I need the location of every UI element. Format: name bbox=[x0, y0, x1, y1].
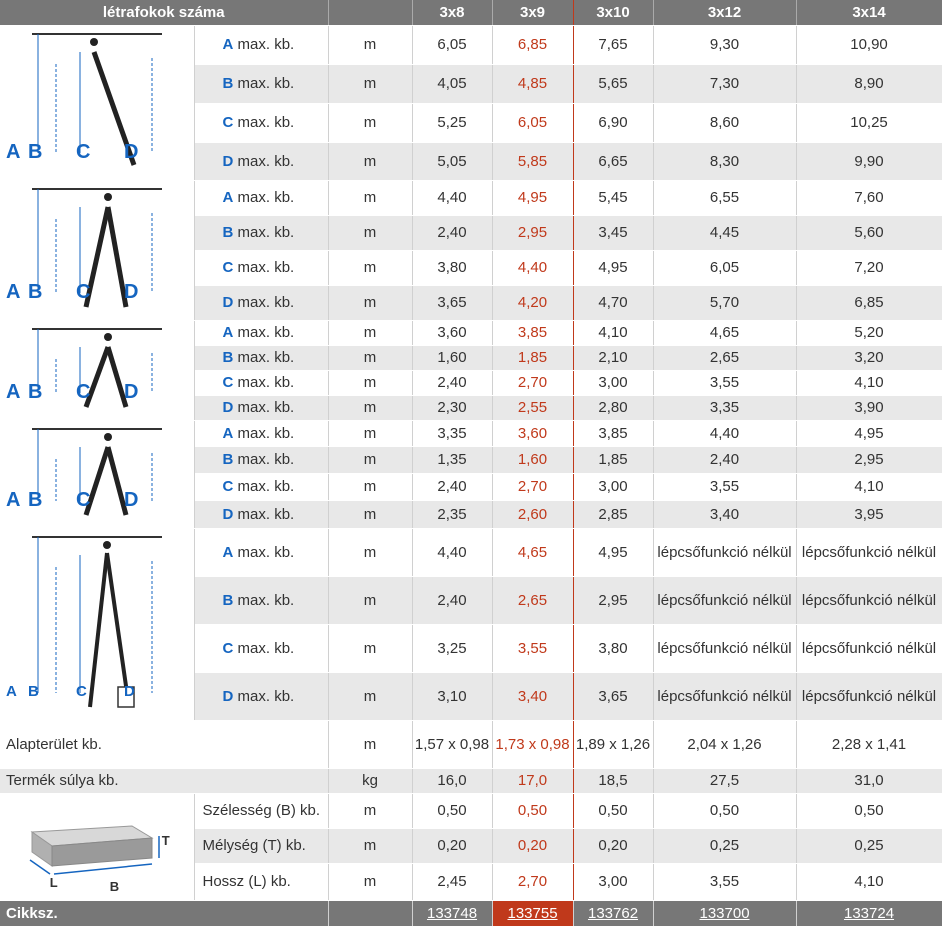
value-cell: 2,85 bbox=[573, 501, 653, 529]
footer-unit bbox=[328, 901, 412, 927]
dimension-letter: A bbox=[222, 543, 234, 561]
dimension-letter: C bbox=[222, 374, 234, 391]
diagram-letter: A bbox=[6, 682, 18, 700]
value-cell: 2,70 bbox=[492, 371, 573, 396]
dimension-label bbox=[194, 447, 328, 474]
value-cell: 2,40 bbox=[653, 447, 796, 474]
value-cell: 2,55 bbox=[492, 396, 573, 421]
value-cell: 3,00 bbox=[573, 864, 653, 901]
value-cell: 4,70 bbox=[573, 286, 653, 321]
value-cell: 0,20 bbox=[492, 829, 573, 864]
max-label: max. kb. bbox=[237, 294, 295, 311]
value-cell: 2,04 x 1,26 bbox=[653, 721, 796, 769]
unit-cell: m bbox=[328, 181, 412, 216]
value-cell: 0,50 bbox=[573, 794, 653, 829]
spec-row bbox=[0, 529, 942, 577]
value-cell: lépcsőfunkció nélkül bbox=[653, 673, 796, 721]
weight-label: Termék súlya kb. bbox=[0, 769, 328, 794]
value-cell: 7,30 bbox=[653, 65, 796, 104]
max-label: max. kb. bbox=[237, 152, 295, 170]
unit-cell: m bbox=[328, 216, 412, 251]
value-cell: 6,90 bbox=[573, 104, 653, 143]
dimension-letter: C bbox=[222, 259, 234, 276]
value-cell: 5,85 bbox=[492, 143, 573, 181]
unit-cell: m bbox=[328, 447, 412, 474]
unit-cell: m bbox=[328, 794, 412, 829]
value-cell: 31,0 bbox=[796, 769, 942, 794]
max-label: max. kb. bbox=[237, 349, 295, 366]
dimension-label: Hossz (L) kb. bbox=[194, 864, 328, 901]
dimension-letter: B bbox=[222, 349, 234, 366]
article-code-link[interactable]: 133762 bbox=[573, 901, 653, 927]
value-cell: 3,95 bbox=[796, 501, 942, 529]
max-label: max. kb. bbox=[237, 189, 295, 206]
dimension-letter: D bbox=[222, 399, 234, 416]
area-label: Alapterület kb. bbox=[0, 721, 328, 769]
value-cell: 5,70 bbox=[653, 286, 796, 321]
value-cell: 5,65 bbox=[573, 65, 653, 104]
value-cell: 27,5 bbox=[653, 769, 796, 794]
value-cell: 4,10 bbox=[573, 321, 653, 346]
dimension-label bbox=[194, 396, 328, 421]
diagram-letter: A bbox=[6, 380, 22, 403]
value-cell: 2,65 bbox=[653, 346, 796, 371]
dimension-label bbox=[194, 143, 328, 181]
value-cell: 3,35 bbox=[653, 396, 796, 421]
max-label: max. kb. bbox=[237, 687, 295, 705]
box-letter-t: T bbox=[161, 833, 170, 848]
max-label: max. kb. bbox=[237, 591, 295, 609]
value-cell: 2,95 bbox=[492, 216, 573, 251]
value-cell: lépcsőfunkció nélkül bbox=[796, 625, 942, 673]
header-row bbox=[0, 0, 942, 26]
value-cell: 2,70 bbox=[492, 864, 573, 901]
spec-row bbox=[0, 421, 942, 447]
value-cell: lépcsőfunkció nélkül bbox=[653, 529, 796, 577]
max-label: max. kb. bbox=[237, 451, 295, 468]
unit-cell: m bbox=[328, 321, 412, 346]
diagram-letter: D bbox=[124, 140, 140, 163]
article-code-link[interactable]: 133755 bbox=[492, 901, 573, 927]
value-cell: 3,55 bbox=[492, 625, 573, 673]
header-col: 3x14 bbox=[796, 0, 942, 26]
header-col: 3x12 bbox=[653, 0, 796, 26]
value-cell: 5,25 bbox=[412, 104, 492, 143]
value-cell: 17,0 bbox=[492, 769, 573, 794]
box-letter-l: L bbox=[49, 875, 58, 890]
ladder-diagram-icon bbox=[0, 321, 194, 421]
package-box-icon bbox=[0, 794, 194, 901]
value-cell: 4,10 bbox=[796, 371, 942, 396]
value-cell: 2,95 bbox=[573, 577, 653, 625]
max-label: max. kb. bbox=[237, 639, 295, 657]
value-cell: 7,60 bbox=[796, 181, 942, 216]
max-label: max. kb. bbox=[237, 374, 295, 391]
max-label: max. kb. bbox=[237, 36, 295, 53]
value-cell: 1,89 x 1,26 bbox=[573, 721, 653, 769]
spec-row bbox=[0, 26, 942, 65]
diagram-letter: A bbox=[6, 280, 22, 303]
diagram-letter: B bbox=[28, 280, 44, 303]
value-cell: 8,30 bbox=[653, 143, 796, 181]
dimension-label bbox=[194, 346, 328, 371]
diagram-letter: C bbox=[76, 140, 92, 163]
article-code-link[interactable]: 133748 bbox=[412, 901, 492, 927]
value-cell: 3,40 bbox=[492, 673, 573, 721]
diagram-letter: D bbox=[124, 488, 140, 511]
value-cell: 1,85 bbox=[492, 346, 573, 371]
value-cell: 4,85 bbox=[492, 65, 573, 104]
dimension-letter: A bbox=[222, 36, 234, 53]
value-cell: 3,00 bbox=[573, 474, 653, 501]
value-cell: 4,40 bbox=[653, 421, 796, 447]
value-cell: 4,95 bbox=[492, 181, 573, 216]
value-cell: 2,95 bbox=[796, 447, 942, 474]
dimension-label bbox=[194, 216, 328, 251]
value-cell: 4,10 bbox=[796, 864, 942, 901]
value-cell: 2,40 bbox=[412, 371, 492, 396]
value-cell: 0,50 bbox=[653, 794, 796, 829]
ladder-diagram-icon bbox=[0, 26, 194, 181]
dimension-label bbox=[194, 673, 328, 721]
weight-row bbox=[0, 769, 942, 794]
header-col: 3x10 bbox=[573, 0, 653, 26]
value-cell: 4,20 bbox=[492, 286, 573, 321]
dimension-label bbox=[194, 501, 328, 529]
unit-cell: m bbox=[328, 829, 412, 864]
value-cell: 6,65 bbox=[573, 143, 653, 181]
value-cell: 4,95 bbox=[573, 529, 653, 577]
dimension-letter: C bbox=[222, 478, 234, 495]
value-cell: 16,0 bbox=[412, 769, 492, 794]
dimension-letter: A bbox=[222, 424, 234, 442]
dimension-letter: B bbox=[222, 224, 234, 241]
value-cell: 4,40 bbox=[412, 529, 492, 577]
value-cell: 2,28 x 1,41 bbox=[796, 721, 942, 769]
value-cell: 2,70 bbox=[492, 474, 573, 501]
unit-cell: m bbox=[328, 673, 412, 721]
unit-cell: m bbox=[328, 104, 412, 143]
article-number-label: Cikksz. bbox=[0, 901, 328, 927]
dimension-label: Mélység (T) kb. bbox=[194, 829, 328, 864]
value-cell: 5,20 bbox=[796, 321, 942, 346]
max-label: max. kb. bbox=[237, 224, 295, 241]
box-letter-b: B bbox=[109, 879, 120, 894]
value-cell: 5,45 bbox=[573, 181, 653, 216]
unit-cell: m bbox=[328, 501, 412, 529]
unit-cell: m bbox=[328, 577, 412, 625]
value-cell: 3,35 bbox=[412, 421, 492, 447]
value-cell: 3,65 bbox=[412, 286, 492, 321]
value-cell: lépcsőfunkció nélkül bbox=[796, 673, 942, 721]
value-cell: 7,20 bbox=[796, 251, 942, 286]
value-cell: 8,90 bbox=[796, 65, 942, 104]
value-cell: 3,55 bbox=[653, 371, 796, 396]
unit-cell: m bbox=[328, 721, 412, 769]
diagram-letter: B bbox=[28, 682, 40, 700]
value-cell: 2,40 bbox=[412, 216, 492, 251]
header-col: 3x9 bbox=[492, 0, 573, 26]
unit-cell: kg bbox=[328, 769, 412, 794]
unit-cell: m bbox=[328, 421, 412, 447]
value-cell: 0,20 bbox=[573, 829, 653, 864]
value-cell: 2,35 bbox=[412, 501, 492, 529]
dimension-label bbox=[194, 181, 328, 216]
value-cell: 2,10 bbox=[573, 346, 653, 371]
value-cell: 1,35 bbox=[412, 447, 492, 474]
value-cell: 3,55 bbox=[653, 474, 796, 501]
value-cell: 6,85 bbox=[492, 26, 573, 65]
value-cell: 1,60 bbox=[492, 447, 573, 474]
value-cell: 3,85 bbox=[573, 421, 653, 447]
header-title: létrafokok száma bbox=[0, 0, 328, 26]
dimension-label bbox=[194, 371, 328, 396]
unit-cell: m bbox=[328, 371, 412, 396]
value-cell: 3,80 bbox=[573, 625, 653, 673]
value-cell: 0,25 bbox=[653, 829, 796, 864]
value-cell: 1,57 x 0,98 bbox=[412, 721, 492, 769]
value-cell: 3,00 bbox=[573, 371, 653, 396]
max-label: max. kb. bbox=[237, 399, 295, 416]
value-cell: 6,05 bbox=[653, 251, 796, 286]
value-cell: 18,5 bbox=[573, 769, 653, 794]
value-cell: 3,20 bbox=[796, 346, 942, 371]
value-cell: 3,90 bbox=[796, 396, 942, 421]
dimension-letter: A bbox=[222, 189, 234, 206]
diagram-letter: B bbox=[28, 380, 44, 403]
value-cell: 4,45 bbox=[653, 216, 796, 251]
value-cell: 2,65 bbox=[492, 577, 573, 625]
value-cell: 9,90 bbox=[796, 143, 942, 181]
area-row bbox=[0, 721, 942, 769]
header-col: 3x8 bbox=[412, 0, 492, 26]
dimension-letter: D bbox=[222, 505, 234, 523]
value-cell: 2,80 bbox=[573, 396, 653, 421]
max-label: max. kb. bbox=[237, 75, 295, 92]
unit-cell: m bbox=[328, 529, 412, 577]
unit-cell: m bbox=[328, 625, 412, 673]
max-label: max. kb. bbox=[237, 424, 295, 442]
value-cell: 5,60 bbox=[796, 216, 942, 251]
value-cell: 4,95 bbox=[573, 251, 653, 286]
value-cell: lépcsőfunkció nélkül bbox=[796, 529, 942, 577]
diagram-letter: D bbox=[124, 682, 136, 700]
dimension-row bbox=[0, 794, 942, 829]
dimension-letter: D bbox=[222, 152, 234, 170]
dimension-label bbox=[194, 65, 328, 104]
dimension-letter: D bbox=[222, 294, 234, 311]
value-cell: 7,65 bbox=[573, 26, 653, 65]
dimension-label bbox=[194, 104, 328, 143]
diagram-letter: A bbox=[6, 488, 22, 511]
value-cell: 3,10 bbox=[412, 673, 492, 721]
dimension-letter: A bbox=[222, 324, 234, 341]
value-cell: 2,40 bbox=[412, 577, 492, 625]
dimension-label bbox=[194, 251, 328, 286]
diagram-letter: C bbox=[76, 380, 92, 403]
dimension-label bbox=[194, 286, 328, 321]
max-label: max. kb. bbox=[237, 478, 295, 495]
dimension-letter: C bbox=[222, 114, 234, 131]
dimension-label bbox=[194, 529, 328, 577]
value-cell: 0,50 bbox=[492, 794, 573, 829]
ladder-diagram-icon bbox=[0, 421, 194, 529]
value-cell: 3,60 bbox=[492, 421, 573, 447]
footer-row bbox=[0, 901, 942, 927]
value-cell: 3,25 bbox=[412, 625, 492, 673]
dimension-label bbox=[194, 421, 328, 447]
value-cell: 5,05 bbox=[412, 143, 492, 181]
ladder-diagram-icon bbox=[0, 181, 194, 321]
unit-cell: m bbox=[328, 65, 412, 104]
dimension-letter: B bbox=[222, 451, 234, 468]
value-cell: 4,40 bbox=[412, 181, 492, 216]
header-unit bbox=[328, 0, 412, 26]
spec-row bbox=[0, 181, 942, 216]
max-label: max. kb. bbox=[237, 259, 295, 276]
value-cell: 6,85 bbox=[796, 286, 942, 321]
diagram-letter: D bbox=[124, 380, 140, 403]
value-cell: 0,50 bbox=[412, 794, 492, 829]
value-cell: 6,05 bbox=[492, 104, 573, 143]
diagram-letter: C bbox=[76, 682, 88, 700]
value-cell: 3,60 bbox=[412, 321, 492, 346]
value-cell: 2,45 bbox=[412, 864, 492, 901]
max-label: max. kb. bbox=[237, 543, 295, 561]
dimension-letter: B bbox=[222, 75, 234, 92]
unit-cell: m bbox=[328, 864, 412, 901]
dimension-label: Szélesség (B) kb. bbox=[194, 794, 328, 829]
value-cell: 6,05 bbox=[412, 26, 492, 65]
value-cell: lépcsőfunkció nélkül bbox=[653, 625, 796, 673]
dimension-label bbox=[194, 474, 328, 501]
value-cell: 0,50 bbox=[796, 794, 942, 829]
value-cell: 3,55 bbox=[653, 864, 796, 901]
article-code-link[interactable]: 133700 bbox=[653, 901, 796, 927]
value-cell: 4,65 bbox=[653, 321, 796, 346]
value-cell: 4,40 bbox=[492, 251, 573, 286]
value-cell: 3,40 bbox=[653, 501, 796, 529]
max-label: max. kb. bbox=[237, 114, 295, 131]
ladder-diagram-icon bbox=[0, 529, 194, 721]
value-cell: 4,65 bbox=[492, 529, 573, 577]
value-cell: 1,85 bbox=[573, 447, 653, 474]
unit-cell: m bbox=[328, 26, 412, 65]
max-label: max. kb. bbox=[237, 324, 295, 341]
value-cell: 4,95 bbox=[796, 421, 942, 447]
unit-cell: m bbox=[328, 346, 412, 371]
diagram-letter: D bbox=[124, 280, 140, 303]
value-cell: 0,25 bbox=[796, 829, 942, 864]
diagram-letter: C bbox=[76, 488, 92, 511]
article-code-link[interactable]: 133724 bbox=[796, 901, 942, 927]
diagram-letter: C bbox=[76, 280, 92, 303]
diagram-letter: B bbox=[28, 140, 44, 163]
unit-cell: m bbox=[328, 474, 412, 501]
value-cell: 1,60 bbox=[412, 346, 492, 371]
value-cell: 9,30 bbox=[653, 26, 796, 65]
max-label: max. kb. bbox=[237, 505, 295, 523]
value-cell: 1,73 x 0,98 bbox=[492, 721, 573, 769]
value-cell: 6,55 bbox=[653, 181, 796, 216]
value-cell: 8,60 bbox=[653, 104, 796, 143]
value-cell: 3,85 bbox=[492, 321, 573, 346]
value-cell: 3,45 bbox=[573, 216, 653, 251]
unit-cell: m bbox=[328, 143, 412, 181]
dimension-label bbox=[194, 321, 328, 346]
value-cell: 10,90 bbox=[796, 26, 942, 65]
dimension-label bbox=[194, 625, 328, 673]
value-cell: 3,65 bbox=[573, 673, 653, 721]
value-cell: 10,25 bbox=[796, 104, 942, 143]
value-cell: 2,40 bbox=[412, 474, 492, 501]
value-cell: lépcsőfunkció nélkül bbox=[653, 577, 796, 625]
value-cell: 4,10 bbox=[796, 474, 942, 501]
dimension-letter: D bbox=[222, 687, 234, 705]
dimension-label bbox=[194, 577, 328, 625]
unit-cell: m bbox=[328, 286, 412, 321]
value-cell: 0,20 bbox=[412, 829, 492, 864]
unit-cell: m bbox=[328, 251, 412, 286]
value-cell: 4,05 bbox=[412, 65, 492, 104]
value-cell: lépcsőfunkció nélkül bbox=[796, 577, 942, 625]
dimension-letter: B bbox=[222, 591, 234, 609]
dimension-letter: C bbox=[222, 639, 234, 657]
dimension-label bbox=[194, 26, 328, 65]
diagram-letter: A bbox=[6, 140, 22, 163]
value-cell: 2,60 bbox=[492, 501, 573, 529]
spec-row bbox=[0, 321, 942, 346]
value-cell: 3,80 bbox=[412, 251, 492, 286]
value-cell: 2,30 bbox=[412, 396, 492, 421]
unit-cell: m bbox=[328, 396, 412, 421]
diagram-letter: B bbox=[28, 488, 44, 511]
